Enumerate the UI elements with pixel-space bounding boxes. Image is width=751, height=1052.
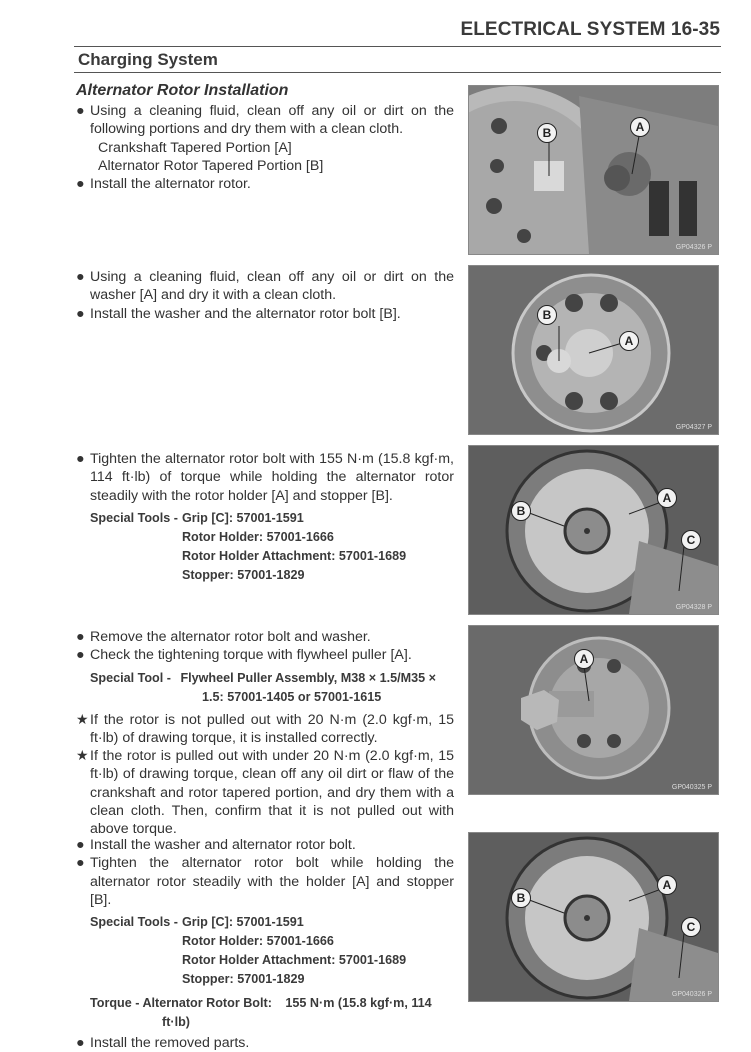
torque-value: 155 N·m (15.8 kgf·m, 114	[285, 996, 432, 1011]
special-tools	[76, 509, 454, 585]
bullet-icon: ●	[76, 269, 85, 285]
figure-code: GP040325 P	[671, 784, 712, 791]
callout-a: A	[657, 875, 677, 895]
bullet-item: ● Install the washer and the alternator rotor bolt [B].	[76, 305, 401, 322]
page-header	[0, 0, 751, 48]
tool-item: Stopper: 57001-1829	[181, 972, 305, 987]
tool-item: Grip [C]: 57001-1591	[181, 915, 304, 930]
tool-item: Grip [C]: 57001-1591	[181, 510, 304, 525]
callout-b: B	[511, 888, 531, 908]
conditional-item: ★ If the rotor is not pulled out with 20 N·m (2.0 kgf·m, 15 ft·lb) of drawing torque, it is installed correctly.	[76, 711, 454, 746]
figure-code: GP04326 P	[675, 244, 712, 251]
figure-4-flywheel-puller	[468, 625, 719, 795]
callout-a: A	[619, 331, 639, 351]
bullet-icon: ●	[76, 629, 85, 645]
bullet-item: ● Install the alternator rotor.	[76, 176, 251, 193]
running-title: ELECTRICAL SYSTEM 16-35	[460, 19, 720, 40]
bullet-item: ● Install the washer and alternator rotor bolt.	[76, 837, 356, 853]
figure-1-rotor-taper	[468, 85, 719, 255]
bullet-icon: ●	[76, 855, 85, 872]
bullet-item: ● Using a cleaning fluid, clean off any oil or dirt on the washer [A] and dry it with a clean cloth.	[76, 269, 454, 304]
figure-code: GP04328 P	[675, 604, 712, 611]
conditional-item: ★ If the rotor is pulled out with under 20 N·m (2.0 kgf·m, 15 ft·lb) of drawing torque, clean off any oil dirt or flaw of the crankshaft and rotor tapered portion, and dry them with a clean cloth. Then, confirm that it is not pulled out with above torque.	[76, 748, 454, 838]
photo-flywheel-puller	[469, 626, 718, 794]
bullet-item: ● Tighten the alternator rotor bolt while holding the alternator rotor steadily with the holder [A] and stopper [B].	[76, 855, 454, 908]
special-tool	[76, 669, 454, 707]
callout-a: A	[657, 488, 677, 508]
section-rule	[74, 72, 721, 73]
procedure-title: Alternator Rotor Installation	[76, 82, 289, 99]
step-block-1	[76, 102, 454, 193]
step-block-4	[76, 628, 454, 839]
bullet-icon: ●	[76, 1035, 85, 1052]
bullet-icon: ●	[76, 647, 85, 664]
torque-spec	[76, 994, 454, 1032]
figure-3-rotor-holder	[468, 445, 719, 615]
bullet-icon: ●	[76, 305, 85, 322]
bullet-item: ● Tighten the alternator rotor bolt with 155 N·m (15.8 kgf·m, 114 ft·lb) of torque while holding the alternator rotor steadily with the rotor holder [A] and stopper [B].	[76, 451, 454, 504]
callout-c: C	[681, 917, 701, 937]
step-block-3	[76, 450, 454, 585]
photo-washer-bolt	[469, 266, 718, 434]
star-icon: ★	[76, 711, 89, 728]
photo-rotor-holder	[469, 446, 718, 614]
star-icon: ★	[76, 748, 89, 765]
callout-a: A	[630, 117, 650, 137]
bullet-icon: ●	[76, 103, 85, 119]
tool-item: Stopper: 57001-1829	[181, 567, 305, 582]
bullet-icon: ●	[76, 176, 85, 193]
torque-label: Torque - Alternator Rotor Bolt:	[90, 996, 272, 1011]
sub-item: Crankshaft Tapered Portion [A]	[98, 139, 292, 156]
special-tools	[76, 913, 454, 989]
tool-item: Rotor Holder Attachment: 57001-1689	[181, 548, 407, 563]
tool-item: Rotor Holder: 57001-1666	[181, 529, 334, 544]
section-title: Charging System	[78, 50, 218, 69]
photo-rotor-holder-2	[469, 833, 718, 1001]
bullet-icon: ●	[76, 837, 85, 853]
figure-code: GP04327 P	[675, 424, 712, 431]
callout-b: B	[511, 501, 531, 521]
tool-item: 1.5: 57001-1405 or 57001-1615	[202, 689, 382, 704]
bullet-item: ● Remove the alternator rotor bolt and washer.	[76, 629, 371, 645]
special-tool-label: Special Tool -	[90, 670, 171, 685]
special-tools-label: Special Tools -	[90, 510, 178, 525]
bullet-item: ● Using a cleaning fluid, clean off any oil or dirt on the following portions and dry them with a clean cloth.	[76, 103, 454, 138]
tool-item: Rotor Holder Attachment: 57001-1689	[181, 953, 407, 968]
torque-value-cont: ft·lb)	[162, 1015, 190, 1030]
callout-b: B	[537, 123, 557, 143]
photo-crankshaft-rotor	[469, 86, 718, 254]
sub-item: Alternator Rotor Tapered Portion [B]	[98, 157, 324, 174]
bullet-icon: ●	[76, 451, 85, 467]
bullet-item: ● Install the removed parts.	[76, 1035, 250, 1052]
step-block-5	[76, 836, 454, 1052]
figure-2-washer-bolt	[468, 265, 719, 435]
tool-item: Flywheel Puller Assembly, M38 × 1.5/M35 ×	[180, 670, 436, 685]
figure-code: GP040326 P	[671, 991, 712, 998]
bullet-item: ● Check the tightening torque with flywheel puller [A].	[76, 647, 412, 664]
header-rule	[74, 46, 721, 47]
callout-b: B	[537, 305, 557, 325]
step-block-2	[76, 268, 454, 323]
callout-c: C	[681, 530, 701, 550]
tool-item: Rotor Holder: 57001-1666	[181, 934, 334, 949]
callout-a: A	[574, 649, 594, 669]
special-tools-label: Special Tools -	[90, 915, 178, 930]
figure-5-rotor-holder	[468, 832, 719, 1002]
